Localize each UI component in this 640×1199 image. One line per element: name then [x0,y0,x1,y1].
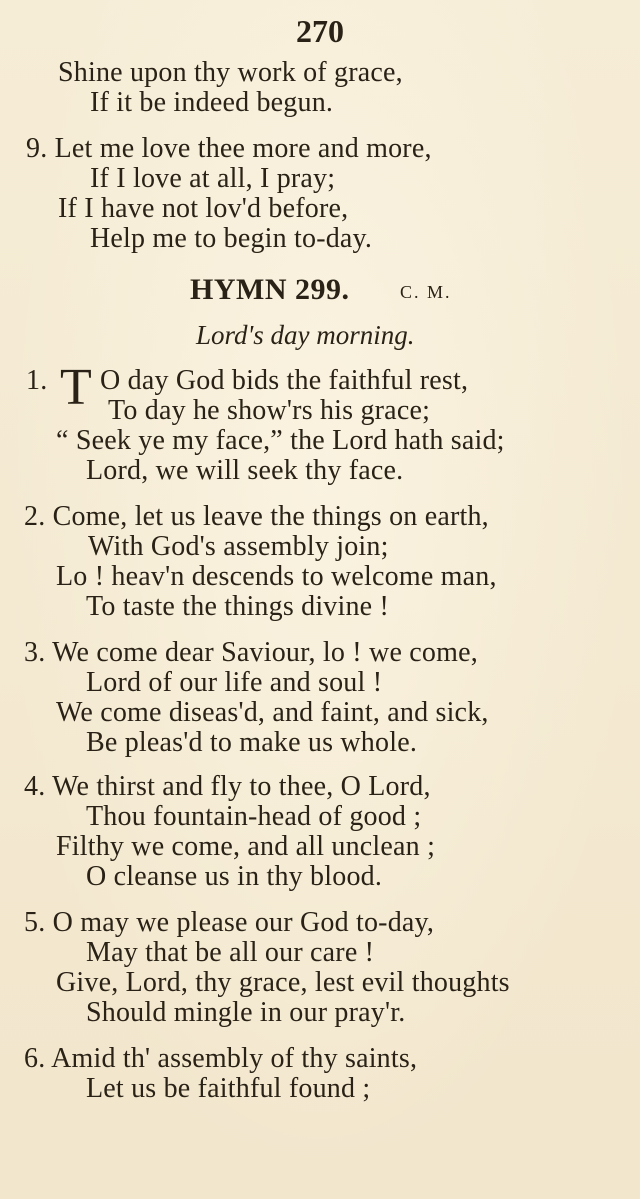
continuation-line-2: If it be indeed begun. [90,87,334,118]
verse-6-line-2: Let us be faithful found ; [86,1073,371,1104]
hymn-title: HYMN 299. [190,273,350,306]
verse-1-line-2: To day he show'rs his grace; [108,395,431,426]
verse-2-line-2: With God's assembly join; [88,531,389,562]
verse-5-line-4: Should mingle in our pray'r. [86,997,406,1028]
verse-text: O may we please our God to-day, [52,907,435,938]
verse-9-line-1 [26,134,432,164]
verse-number: 4. [24,771,46,802]
verse-4-line-3: Filthy we come, and all unclean ; [56,831,436,862]
verse-5-line-3: Give, Lord, thy grace, lest evil thoughts [56,967,510,998]
verse-1-line-1: O day God bids the faithful rest, [100,365,469,396]
verse-1-number: 1. [26,365,48,396]
verse-number: 3. [24,637,46,668]
verse-4-line-2: Thou fountain-head of good ; [86,801,422,832]
drop-cap: T [60,359,92,416]
verse-3-line-3: We come diseas'd, and faint, and sick, [56,697,489,728]
verse-6-line-1 [24,1044,417,1074]
hymn-meter: C. M. [400,282,452,302]
verse-number: 6. [24,1043,46,1074]
verse-number: 9. [26,133,48,164]
verse-2-line-1 [24,502,489,532]
verse-1-line-3: “ Seek ye my face,” the Lord hath said; [56,425,505,456]
verse-3-line-2: Lord of our life and soul ! [86,667,383,698]
verse-4-line-4: O cleanse us in thy blood. [86,861,383,892]
hymn-subtitle: Lord's day morning. [196,320,415,350]
page-number: 270 [296,13,344,49]
verse-text: Let me love thee more and more, [54,133,432,164]
verse-number: 2. [24,501,46,532]
verse-2-line-3: Lo ! heav'n descends to welcome man, [56,561,497,592]
verse-text: We thirst and fly to thee, O Lord, [52,771,431,802]
verse-number: 5. [24,907,46,938]
verse-2-line-4: To taste the things divine ! [86,591,390,622]
verse-4-line-1 [24,772,431,802]
continuation-line-1: Shine upon thy work of grace, [58,57,403,88]
verse-9-line-2: If I love at all, I pray; [90,163,336,194]
verse-5-line-1 [24,908,434,938]
verse-5-line-2: May that be all our care ! [86,937,375,968]
verse-9-line-4: Help me to begin to-day. [90,223,373,254]
verse-9-line-3: If I have not lov'd before, [58,193,349,224]
verse-3-line-4: Be pleas'd to make us whole. [86,727,418,758]
verse-1-line-4: Lord, we will seek thy face. [86,455,404,486]
verse-text: Amid th' assembly of thy saints, [51,1043,418,1074]
verse-text: Come, let us leave the things on earth, [52,501,489,532]
verse-text: We come dear Saviour, lo ! we come, [52,637,478,668]
verse-3-line-1 [24,638,478,668]
